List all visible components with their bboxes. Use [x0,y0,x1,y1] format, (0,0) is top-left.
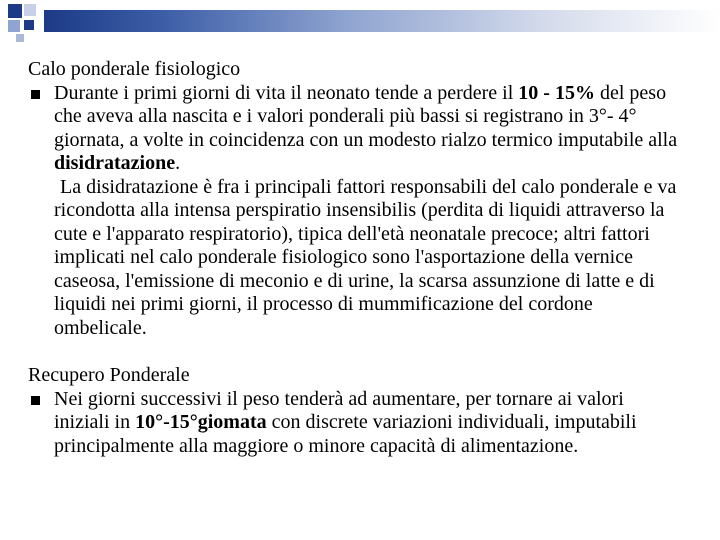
decorative-header [0,0,720,50]
bold-term: disidratazione [54,152,176,174]
section-spacer [28,340,678,364]
bullet-text: del peso che aveva alla nascita e i valori ponderali più bassi si registrano in 3°- 4° giornata, a volte in coincidenza con un modesto rialzo termico imputabile alla [54,81,678,151]
bullet-item-recupero [28,388,678,459]
header-square-light [24,4,36,16]
bullet-text: Durante i primi giorni di vita il neonato tende a perdere il [54,81,519,104]
bold-term: 10°-15°giomata [135,411,267,433]
header-square-dark [8,4,22,18]
bold-percentage: 10 - 15% [518,81,595,104]
section-heading-calo-ponderale: Calo ponderale fisiologico [28,58,241,80]
header-gradient-bar [44,10,720,32]
paragraph-disidratazione [28,176,678,341]
header-square-tiny [16,34,24,42]
slide-content [28,58,678,458]
header-square-small [24,20,34,30]
section-heading-recupero-ponderale: Recupero Ponderale [28,364,190,386]
bullet-text: Nei giorni successivi il peso tenderà ad aumentare, per tornare ai valori iniziali in [54,387,624,433]
header-square-mid [8,20,20,32]
square-bullet-icon [31,90,40,99]
bullet-text: . [175,152,181,174]
bullet-text: con discrete variazioni individuali, imputabili principalmente alla maggiore o minore capacità di alimentazione. [54,411,637,457]
bullet-item-calo [28,82,678,176]
paragraph-text: La disidratazione è fra i principali fattori responsabili del calo ponderale e va ricondotta alla intensa perspiratio insensibilis (perdita di liquidi attraverso la cute e l'apparato respiratorio), tipica dell'età neonatale precoce; altri fattori implicati nel calo ponderale fisiologico sono l'asportazione della vernice caseosa, l'emissione di meconio e di urine, la scarsa assunzione di latte e di liquidi nei primi giorni, il processo di mummificazione del cordone ombelicale. [54,175,677,339]
square-bullet-icon [31,396,40,405]
